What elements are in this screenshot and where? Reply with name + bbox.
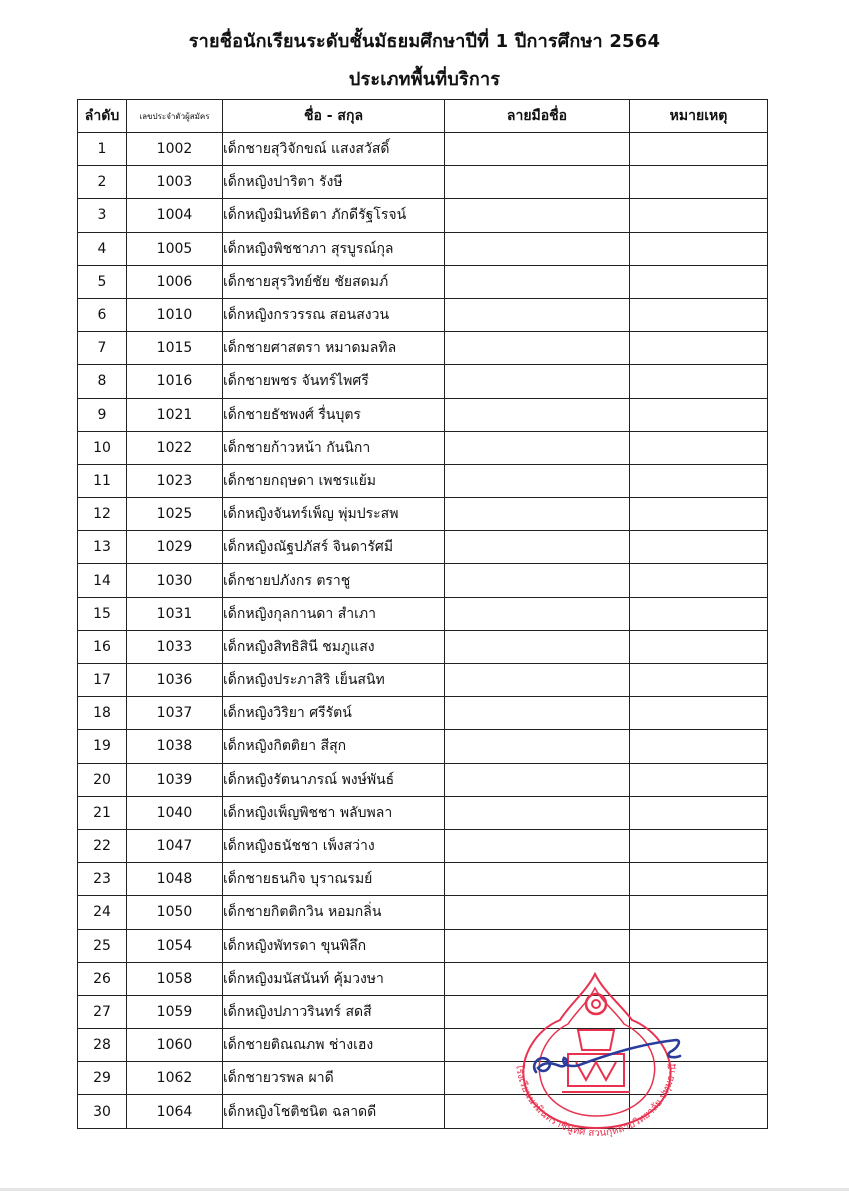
- row-remarks-cell: [630, 597, 768, 630]
- row-applicant-id: 1010: [127, 298, 223, 331]
- row-remarks-cell: [630, 697, 768, 730]
- table-row: [78, 332, 768, 365]
- row-student-name: เด็กชายก้าวหน้า กันนิกา: [223, 431, 445, 464]
- row-student-name: เด็กชายธนกิจ บุราณรมย์: [223, 863, 445, 896]
- row-student-name: เด็กหญิงวิริยา ศรีรัตน์: [223, 697, 445, 730]
- row-signature-cell: [445, 829, 630, 862]
- row-signature-cell: [445, 232, 630, 265]
- row-signature-cell: [445, 730, 630, 763]
- row-order: 27: [78, 995, 127, 1028]
- row-student-name: เด็กหญิงเพ็ญพิชชา พลับพลา: [223, 796, 445, 829]
- row-signature-cell: [445, 298, 630, 331]
- row-student-name: เด็กชายศาสตรา หมาดมลทิล: [223, 332, 445, 365]
- page-subtitle: ประเภทพื้นที่บริการ: [348, 69, 501, 90]
- table-row: [78, 398, 768, 431]
- row-remarks-cell: [630, 929, 768, 962]
- row-applicant-id: 1060: [127, 1029, 223, 1062]
- row-applicant-id: 1025: [127, 498, 223, 531]
- col-header-name: ชื่อ - สกุล: [223, 100, 445, 133]
- table-row: [78, 133, 768, 166]
- row-order: 22: [78, 829, 127, 862]
- row-signature-cell: [445, 597, 630, 630]
- row-student-name: เด็กชายกฤษดา เพชรแย้ม: [223, 464, 445, 497]
- row-order: 18: [78, 697, 127, 730]
- row-applicant-id: 1064: [127, 1095, 223, 1128]
- table-row: [78, 630, 768, 663]
- row-signature-cell: [445, 697, 630, 730]
- row-student-name: เด็กชายกิตติกวิน หอมกลิ่น: [223, 896, 445, 929]
- row-signature-cell: [445, 763, 630, 796]
- table-row: [78, 166, 768, 199]
- row-student-name: เด็กหญิงปภาวรินทร์ สดสี: [223, 995, 445, 1028]
- row-applicant-id: 1029: [127, 531, 223, 564]
- row-remarks-cell: [630, 365, 768, 398]
- row-applicant-id: 1023: [127, 464, 223, 497]
- row-order: 4: [78, 232, 127, 265]
- row-applicant-id: 1003: [127, 166, 223, 199]
- row-student-name: เด็กชายปภังกร ตราชู: [223, 564, 445, 597]
- row-applicant-id: 1040: [127, 796, 223, 829]
- row-student-name: เด็กหญิงพิชชาภา สุรบูรณ์กุล: [223, 232, 445, 265]
- row-order: 25: [78, 929, 127, 962]
- row-order: 14: [78, 564, 127, 597]
- row-order: 28: [78, 1029, 127, 1062]
- row-order: 23: [78, 863, 127, 896]
- col-header-applicant-id: เลขประจำตัวผู้สมัคร: [127, 100, 223, 133]
- row-signature-cell: [445, 265, 630, 298]
- row-applicant-id: 1021: [127, 398, 223, 431]
- row-applicant-id: 1016: [127, 365, 223, 398]
- row-order: 2: [78, 166, 127, 199]
- school-seal-stamp: [500, 968, 690, 1140]
- row-order: 12: [78, 498, 127, 531]
- row-signature-cell: [445, 332, 630, 365]
- row-order: 7: [78, 332, 127, 365]
- row-order: 19: [78, 730, 127, 763]
- row-signature-cell: [445, 166, 630, 199]
- table-row: [78, 531, 768, 564]
- row-signature-cell: [445, 365, 630, 398]
- page-bottom-edge: [0, 1188, 849, 1191]
- table-row: [78, 829, 768, 862]
- table-row: [78, 431, 768, 464]
- row-student-name: เด็กหญิงปาริตา รังษี: [223, 166, 445, 199]
- row-student-name: เด็กหญิงรัตนาภรณ์ พงษ์พันธ์: [223, 763, 445, 796]
- row-applicant-id: 1015: [127, 332, 223, 365]
- table-row: [78, 597, 768, 630]
- row-student-name: เด็กหญิงสิทธิสินี ชมภูแสง: [223, 630, 445, 663]
- table-row: [78, 796, 768, 829]
- row-order: 11: [78, 464, 127, 497]
- row-order: 21: [78, 796, 127, 829]
- row-student-name: เด็กชายสุวิจักขณ์ แสงสวัสดิ์: [223, 133, 445, 166]
- table-row: [78, 564, 768, 597]
- row-order: 30: [78, 1095, 127, 1128]
- row-signature-cell: [445, 796, 630, 829]
- row-applicant-id: 1047: [127, 829, 223, 862]
- row-applicant-id: 1033: [127, 630, 223, 663]
- col-header-order: ลำดับ: [78, 100, 127, 133]
- row-student-name: เด็กหญิงกรวรรณ สอนสงวน: [223, 298, 445, 331]
- row-applicant-id: 1048: [127, 863, 223, 896]
- row-remarks-cell: [630, 763, 768, 796]
- table-row: [78, 697, 768, 730]
- row-applicant-id: 1037: [127, 697, 223, 730]
- row-remarks-cell: [630, 896, 768, 929]
- row-applicant-id: 1039: [127, 763, 223, 796]
- row-order: 24: [78, 896, 127, 929]
- row-remarks-cell: [630, 464, 768, 497]
- row-order: 5: [78, 265, 127, 298]
- row-applicant-id: 1038: [127, 730, 223, 763]
- row-signature-cell: [445, 531, 630, 564]
- row-signature-cell: [445, 664, 630, 697]
- row-student-name: เด็กหญิงโชติชนิต ฉลาดดี: [223, 1095, 445, 1128]
- row-remarks-cell: [630, 398, 768, 431]
- row-applicant-id: 1022: [127, 431, 223, 464]
- row-student-name: เด็กหญิงกิตติยา สีสุก: [223, 730, 445, 763]
- row-signature-cell: [445, 398, 630, 431]
- row-applicant-id: 1004: [127, 199, 223, 232]
- row-signature-cell: [445, 863, 630, 896]
- row-remarks-cell: [630, 232, 768, 265]
- row-signature-cell: [445, 133, 630, 166]
- col-header-signature: ลายมือชื่อ: [445, 100, 630, 133]
- row-remarks-cell: [630, 863, 768, 896]
- row-remarks-cell: [630, 332, 768, 365]
- row-student-name: เด็กหญิงมนัสนันท์ คุ้มวงษา: [223, 962, 445, 995]
- row-order: 13: [78, 531, 127, 564]
- row-signature-cell: [445, 929, 630, 962]
- row-order: 20: [78, 763, 127, 796]
- table-row: [78, 199, 768, 232]
- table-row: [78, 929, 768, 962]
- row-order: 1: [78, 133, 127, 166]
- row-signature-cell: [445, 464, 630, 497]
- row-remarks-cell: [630, 796, 768, 829]
- row-remarks-cell: [630, 630, 768, 663]
- row-signature-cell: [445, 630, 630, 663]
- table-row: [78, 896, 768, 929]
- row-order: 3: [78, 199, 127, 232]
- table-row: [78, 664, 768, 697]
- row-applicant-id: 1036: [127, 664, 223, 697]
- row-applicant-id: 1005: [127, 232, 223, 265]
- row-applicant-id: 1059: [127, 995, 223, 1028]
- row-applicant-id: 1058: [127, 962, 223, 995]
- row-applicant-id: 1006: [127, 265, 223, 298]
- row-applicant-id: 1031: [127, 597, 223, 630]
- row-student-name: เด็กชายพชร จันทร์ไพศรี: [223, 365, 445, 398]
- row-order: 10: [78, 431, 127, 464]
- row-student-name: เด็กชายติณณภพ ช่างเฮง: [223, 1029, 445, 1062]
- row-student-name: เด็กหญิงณัฐปภัสร์ จินดารัศมี: [223, 531, 445, 564]
- row-applicant-id: 1062: [127, 1062, 223, 1095]
- row-applicant-id: 1030: [127, 564, 223, 597]
- row-order: 15: [78, 597, 127, 630]
- row-remarks-cell: [630, 265, 768, 298]
- row-order: 16: [78, 630, 127, 663]
- table-row: [78, 365, 768, 398]
- row-order: 29: [78, 1062, 127, 1095]
- row-order: 9: [78, 398, 127, 431]
- table-row: [78, 498, 768, 531]
- row-order: 6: [78, 298, 127, 331]
- row-remarks-cell: [630, 730, 768, 763]
- row-remarks-cell: [630, 664, 768, 697]
- table-header-row: [78, 100, 768, 133]
- row-signature-cell: [445, 498, 630, 531]
- table-row: [78, 265, 768, 298]
- row-applicant-id: 1050: [127, 896, 223, 929]
- row-remarks-cell: [630, 531, 768, 564]
- table-row: [78, 730, 768, 763]
- row-student-name: เด็กหญิงพัทรดา ขุนพิลึก: [223, 929, 445, 962]
- row-student-name: เด็กชายวรพล ผาดี: [223, 1062, 445, 1095]
- row-order: 8: [78, 365, 127, 398]
- row-signature-cell: [445, 564, 630, 597]
- row-remarks-cell: [630, 298, 768, 331]
- row-applicant-id: 1054: [127, 929, 223, 962]
- row-applicant-id: 1002: [127, 133, 223, 166]
- row-remarks-cell: [630, 829, 768, 862]
- row-remarks-cell: [630, 199, 768, 232]
- page-title: รายชื่อนักเรียนระดับชั้นมัธยมศึกษาปีที่ 1 ปีการศึกษา 2564: [188, 31, 661, 52]
- row-student-name: เด็กชายสุรวิทย์ชัย ชัยสดมภ์: [223, 265, 445, 298]
- seal-text: โรงเรียนนวมินทราชินูทิศ สวนกุหลาบวิทยาลัย ปทุมธานี: [513, 1062, 679, 1140]
- row-student-name: เด็กหญิงมินท์ธิตา ภักดีรัฐโรจน์: [223, 199, 445, 232]
- row-order: 17: [78, 664, 127, 697]
- row-student-name: เด็กหญิงธนัชชา เพ็งสว่าง: [223, 829, 445, 862]
- table-row: [78, 464, 768, 497]
- row-remarks-cell: [630, 564, 768, 597]
- row-remarks-cell: [630, 498, 768, 531]
- row-student-name: เด็กชายธัชพงศ์ รื่นบุตร: [223, 398, 445, 431]
- row-signature-cell: [445, 431, 630, 464]
- table-row: [78, 232, 768, 265]
- row-student-name: เด็กหญิงประภาสิริ เย็นสนิท: [223, 664, 445, 697]
- row-student-name: เด็กหญิงจันทร์เพ็ญ พุ่มประสพ: [223, 498, 445, 531]
- row-signature-cell: [445, 199, 630, 232]
- table-row: [78, 298, 768, 331]
- row-student-name: เด็กหญิงกุลกานดา สำเภา: [223, 597, 445, 630]
- row-remarks-cell: [630, 133, 768, 166]
- row-order: 26: [78, 962, 127, 995]
- row-signature-cell: [445, 896, 630, 929]
- row-remarks-cell: [630, 431, 768, 464]
- col-header-remarks: หมายเหตุ: [630, 100, 768, 133]
- table-row: [78, 863, 768, 896]
- row-remarks-cell: [630, 166, 768, 199]
- table-row: [78, 763, 768, 796]
